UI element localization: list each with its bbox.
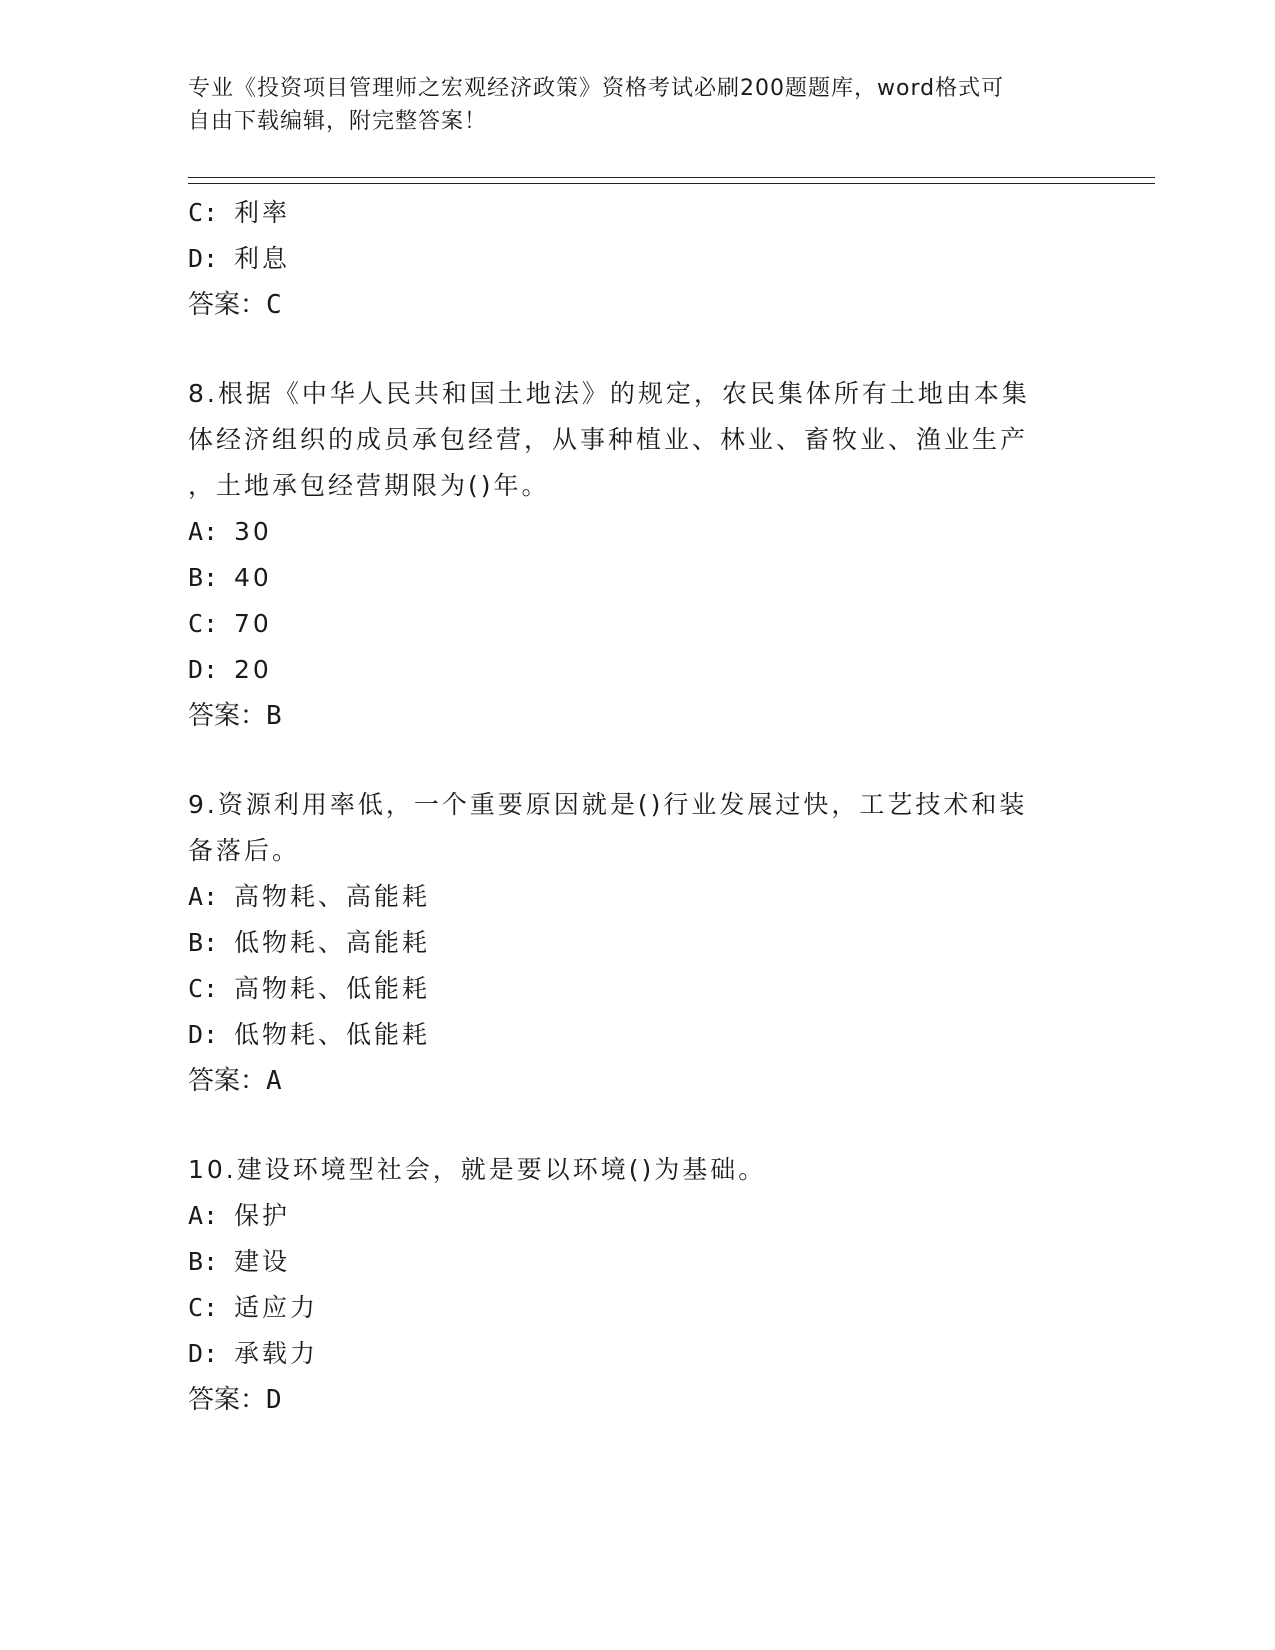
header-line-2: 自由下载编辑，附完整答案！ xyxy=(188,109,488,134)
option-text: 利息 xyxy=(234,244,291,273)
answer-line xyxy=(188,282,1068,328)
answer-value: B xyxy=(266,701,282,731)
option-b xyxy=(188,1239,1068,1285)
option-key: B: xyxy=(188,928,219,957)
option-text: 低物耗、高能耗 xyxy=(234,928,431,957)
option-text: 承载力 xyxy=(234,1339,319,1368)
answer-line xyxy=(188,1058,1068,1104)
option-a xyxy=(188,509,1068,555)
option-text: 30 xyxy=(234,517,272,546)
answer-line xyxy=(188,1377,1068,1423)
option-text: 建设 xyxy=(234,1247,291,1276)
option-c xyxy=(188,966,1068,1012)
answer-value: C xyxy=(266,290,282,320)
question-list xyxy=(188,190,1068,1423)
option-text: 40 xyxy=(234,563,272,592)
option-d xyxy=(188,1331,1068,1377)
option-key: D: xyxy=(188,1339,219,1368)
option-key: D: xyxy=(188,244,219,273)
option-d xyxy=(188,1012,1068,1058)
option-d xyxy=(188,647,1068,693)
option-key: B: xyxy=(188,1247,219,1276)
question-text xyxy=(188,1147,1068,1193)
option-b xyxy=(188,555,1068,601)
option-text: 保护 xyxy=(234,1201,291,1230)
answer-label: 答案： xyxy=(188,1385,267,1415)
header-line-1: 专业《投资项目管理师之宏观经济政策》资格考试必刷200题题库，word格式可 xyxy=(188,76,1005,101)
answer-value: D xyxy=(266,1385,282,1415)
option-a xyxy=(188,1193,1068,1239)
question-text xyxy=(188,371,1068,509)
prev-question-tail xyxy=(188,190,1068,328)
option-d xyxy=(188,236,1068,282)
option-text: 高物耗、低能耗 xyxy=(234,974,431,1003)
option-key: C: xyxy=(188,974,219,1003)
option-text: 低物耗、低能耗 xyxy=(234,1020,431,1049)
question-text-line: 10.建设环境型社会，就是要以环境()为基础。 xyxy=(188,1155,767,1184)
question-9 xyxy=(188,782,1068,1104)
option-key: D: xyxy=(188,1020,219,1049)
question-text-line: 体经济组织的成员承包经营，从事种植业、林业、畜牧业、渔业生产 xyxy=(188,425,1029,454)
option-text: 70 xyxy=(234,609,272,638)
option-key: D: xyxy=(188,655,219,684)
option-text: 高物耗、高能耗 xyxy=(234,882,431,911)
question-8 xyxy=(188,371,1068,739)
question-text-line: ，土地承包经营期限为()年。 xyxy=(188,471,550,500)
option-c xyxy=(188,601,1068,647)
question-text xyxy=(188,782,1068,874)
option-key: A: xyxy=(188,882,219,911)
option-key: C: xyxy=(188,198,219,227)
page-header xyxy=(188,72,1068,138)
answer-label: 答案： xyxy=(188,290,267,320)
header-divider xyxy=(188,177,1155,184)
option-key: C: xyxy=(188,609,219,638)
option-a xyxy=(188,874,1068,920)
question-10 xyxy=(188,1147,1068,1423)
question-text-line: 8.根据《中华人民共和国土地法》的规定，农民集体所有土地由本集 xyxy=(188,379,1030,408)
question-text-line: 9.资源利用率低，一个重要原因就是()行业发展过快，工艺技术和装 xyxy=(188,790,1028,819)
answer-label: 答案： xyxy=(188,701,267,731)
option-b xyxy=(188,920,1068,966)
option-text: 利率 xyxy=(234,198,291,227)
answer-value: A xyxy=(266,1066,282,1096)
option-c xyxy=(188,190,1068,236)
option-key: A: xyxy=(188,517,219,546)
question-text-line: 备落后。 xyxy=(188,836,301,865)
answer-line xyxy=(188,693,1068,739)
option-text: 20 xyxy=(234,655,272,684)
option-key: C: xyxy=(188,1293,219,1322)
answer-label: 答案： xyxy=(188,1066,267,1096)
option-text: 适应力 xyxy=(234,1293,319,1322)
option-key: A: xyxy=(188,1201,219,1230)
option-key: B: xyxy=(188,563,219,592)
option-c xyxy=(188,1285,1068,1331)
